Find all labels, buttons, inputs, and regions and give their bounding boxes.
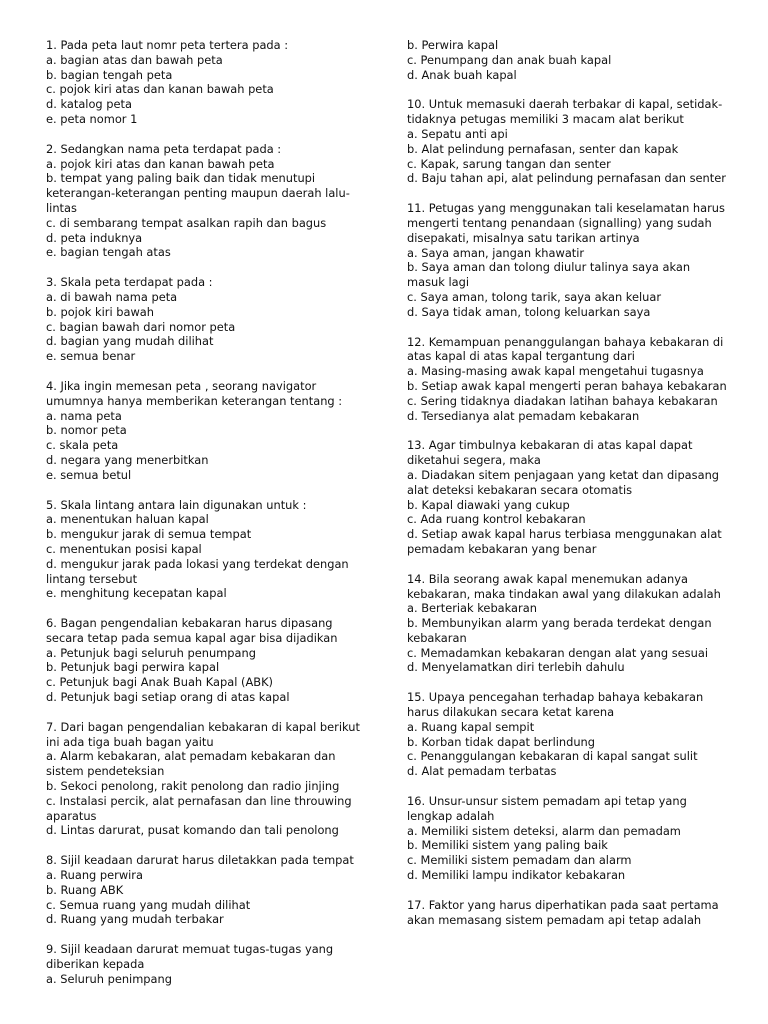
- answer-option: b. pojok kiri bawah: [46, 304, 154, 319]
- answer-option: b. Setiap awak kapal mengerti peran bahaya kebakaran: [407, 378, 727, 393]
- answer-option: a. Alarm kebakaran, alat pemadam kebakaran dan sistem pendeteksian: [46, 749, 336, 779]
- answer-option: b. Ruang ABK: [46, 882, 124, 897]
- answer-option: b. Memiliki sistem yang paling baik: [407, 838, 608, 853]
- answer-option: c. Semua ruang yang mudah dilihat: [46, 897, 251, 912]
- answer-option: c. di sembarang tempat asalkan rapih dan bagus: [46, 215, 327, 230]
- answer-option: e. semua betul: [46, 467, 132, 482]
- answer-option: e. peta nomor 1: [46, 111, 138, 126]
- question-text: 8. Sijil keadaan darurat harus diletakkan pada tempat: [46, 853, 354, 868]
- answer-option: a. nama peta: [46, 408, 122, 423]
- answer-option: c. Saya aman, tolong tarik, saya akan keluar: [407, 289, 662, 304]
- answer-option: d. Petunjuk bagi setiap orang di atas kapal: [46, 690, 290, 705]
- question-block: [407, 97, 729, 186]
- answer-option: c. Penanggulangan kebakaran di kapal sangat sulit: [407, 749, 698, 764]
- question-text: 7. Dari bagan pengendalian kebakaran di kapal berikut ini ada tiga buah bagan yaitu: [46, 719, 360, 749]
- left-column: [46, 38, 368, 1002]
- answer-option: c. menentukan posisi kapal: [46, 541, 202, 556]
- answer-option: b. Korban tidak dapat berlindung: [407, 734, 596, 749]
- answer-option: c. bagian bawah dari nomor peta: [46, 319, 236, 334]
- answer-option: b. Saya aman dan tolong diulur talinya saya akan masuk lagi: [407, 260, 691, 290]
- answer-option: a. menentukan haluan kapal: [46, 512, 209, 527]
- question-block: [46, 853, 368, 927]
- answer-option: d. negara yang menerbitkan: [46, 452, 209, 467]
- question-text: 9. Sijil keadaan darurat memuat tugas-tugas yang diberikan kepada: [46, 942, 334, 972]
- answer-option: b. bagian tengah peta: [46, 67, 173, 82]
- answer-option: a. bagian atas dan bawah peta: [46, 52, 223, 67]
- answer-option: a. Petunjuk bagi seluruh penumpang: [46, 645, 256, 660]
- question-block: [407, 690, 729, 779]
- question-block: [407, 572, 729, 676]
- answer-option: c. Sering tidaknya diadakan latihan bahaya kebakaran: [407, 393, 718, 408]
- answer-option: b. Sekoci penolong, rakit penolong dan radio jinjing: [46, 779, 340, 794]
- answer-option: b. nomor peta: [46, 423, 127, 438]
- answer-option: c. Petunjuk bagi Anak Buah Kapal (ABK): [46, 675, 273, 690]
- answer-option: c. pojok kiri atas dan kanan bawah peta: [46, 82, 274, 97]
- answer-option: d. peta induknya: [46, 230, 143, 245]
- question-text: 16. Unsur-unsur sistem pemadam api tetap yang lengkap adalah: [407, 794, 687, 823]
- question-block: [407, 438, 729, 556]
- question-text: 5. Skala lintang antara lain digunakan untuk :: [46, 497, 307, 512]
- answer-option: d. Baju tahan api, alat pelindung pernafasan dan senter: [407, 171, 726, 186]
- answer-option: d. Tersedianya alat pemadam kebakaran: [407, 408, 640, 423]
- question-text: 17. Faktor yang harus diperhatikan pada saat pertama akan memasang sistem pemadam api tetap adalah: [407, 897, 719, 927]
- answer-option: d. Memiliki lampu indikator kebakaran: [407, 868, 626, 883]
- question-block: [407, 335, 729, 424]
- answer-option: a. Ruang perwira: [46, 868, 143, 883]
- answer-option: d. Saya tidak aman, tolong keluarkan saya: [407, 304, 651, 319]
- question-text: 14. Bila seorang awak kapal menemukan adanya kebakaran, maka tindakan awal yang dilakukan adalah: [407, 571, 721, 601]
- answer-option: d. Ruang yang mudah terbakar: [46, 912, 224, 927]
- answer-option: a. Berteriak kebakaran: [407, 601, 537, 616]
- answer-option: b. Perwira kapal: [407, 38, 499, 52]
- question-block: [46, 616, 368, 705]
- question-text: 4. Jika ingin memesan peta , seorang navigator umumnya hanya memberikan keterangan tentang :: [46, 378, 343, 408]
- answer-option: b. mengukur jarak di semua tempat: [46, 527, 252, 542]
- answer-option: c. Memiliki sistem pemadam dan alarm: [407, 853, 632, 868]
- answer-option: d. Menyelamatkan diri terlebih dahulu: [407, 660, 625, 675]
- question-block: [46, 379, 368, 483]
- answer-option: b. Petunjuk bagi perwira kapal: [46, 660, 220, 675]
- question-text: 15. Upaya pencegahan terhadap bahaya kebakaran harus dilakukan secara ketat karena: [407, 690, 704, 720]
- answer-option: c. Memadamkan kebakaran dengan alat yang sesuai: [407, 645, 708, 660]
- question-block: [407, 898, 729, 928]
- right-column: [407, 38, 729, 942]
- answer-option: a. Ruang kapal sempit: [407, 719, 535, 734]
- answer-option: a. Seluruh penimpang: [46, 971, 172, 986]
- answer-option: e. menghitung kecepatan kapal: [46, 586, 227, 601]
- question-text: 12. Kemampuan penanggulangan bahaya kebakaran di atas kapal di atas kapal tergantung dari: [407, 334, 724, 364]
- answer-option: d. mengukur jarak pada lokasi yang terdekat dengan lintang tersebut: [46, 556, 349, 586]
- answer-option: a. Masing-masing awak kapal mengetahui tugasnya: [407, 364, 704, 379]
- answer-option: d. Anak buah kapal: [407, 67, 517, 82]
- question-block: [407, 38, 729, 82]
- question-text: 13. Agar timbulnya kebakaran di atas kapal dapat diketahui segera, maka: [407, 438, 693, 468]
- question-text: 11. Petugas yang menggunakan tali keselamatan harus mengerti tentang penandaan (signalling) yang sudah disepakati, misalnya satu tarikan artinya: [407, 201, 725, 245]
- answer-option: a. Sepatu anti api: [407, 126, 508, 141]
- question-block: [46, 498, 368, 602]
- question-text: 3. Skala peta terdapat pada :: [46, 275, 213, 290]
- answer-option: b. tempat yang paling baik dan tidak menutupi keterangan-keterangan penting maupun daerah lalu-lintas: [46, 171, 350, 215]
- answer-option: c. Kapak, sarung tangan dan senter: [407, 156, 611, 171]
- answer-option: c. Ada ruang kontrol kebakaran: [407, 512, 586, 527]
- question-text: 1. Pada peta laut nomr peta tertera pada :: [46, 38, 289, 52]
- answer-option: d. Setiap awak kapal harus terbiasa menggunakan alat pemadam kebakaran yang benar: [407, 527, 722, 556]
- answer-option: a. Saya aman, jangan khawatir: [407, 245, 585, 260]
- question-text: 10. Untuk memasuki daerah terbakar di kapal, setidak-tidaknya petugas memiliki 3 macam alat berikut: [407, 97, 723, 127]
- question-block: [407, 794, 729, 883]
- answer-option: b. Kapal diawaki yang cukup: [407, 497, 570, 512]
- answer-option: d. Lintas darurat, pusat komando dan tali penolong: [46, 823, 339, 838]
- answer-option: a. pojok kiri atas dan kanan bawah peta: [46, 156, 275, 171]
- answer-option: e. semua benar: [46, 349, 136, 364]
- answer-option: d. bagian yang mudah dilihat: [46, 334, 214, 349]
- question-block: [46, 38, 368, 127]
- question-block: [46, 720, 368, 838]
- answer-option: e. bagian tengah atas: [46, 245, 171, 260]
- question-block: [46, 142, 368, 260]
- answer-option: c. Penumpang dan anak buah kapal: [407, 52, 612, 67]
- question-block: [407, 201, 729, 319]
- question-block: [46, 275, 368, 364]
- answer-option: d. Alat pemadam terbatas: [407, 764, 557, 779]
- question-block: [46, 942, 368, 986]
- answer-option: a. Memiliki sistem deteksi, alarm dan pemadam: [407, 823, 681, 838]
- answer-option: c. skala peta: [46, 438, 119, 453]
- answer-option: d. katalog peta: [46, 97, 132, 112]
- answer-option: b. Membunyikan alarm yang berada terdekat dengan kebakaran: [407, 616, 712, 645]
- answer-option: b. Alat pelindung pernafasan, senter dan kapak: [407, 141, 679, 156]
- answer-option: a. di bawah nama peta: [46, 289, 178, 304]
- question-text: 2. Sedangkan nama peta terdapat pada :: [46, 141, 282, 156]
- answer-option: a. Diadakan sitem penjagaan yang ketat dan dipasang alat deteksi kebakaran secara otomatis: [407, 467, 720, 497]
- answer-option: c. Instalasi percik, alat pernafasan dan line throuwing aparatus: [46, 793, 352, 823]
- question-text: 6. Bagan pengendalian kebakaran harus dipasang secara tetap pada semua kapal agar bisa dijadikan: [46, 616, 338, 645]
